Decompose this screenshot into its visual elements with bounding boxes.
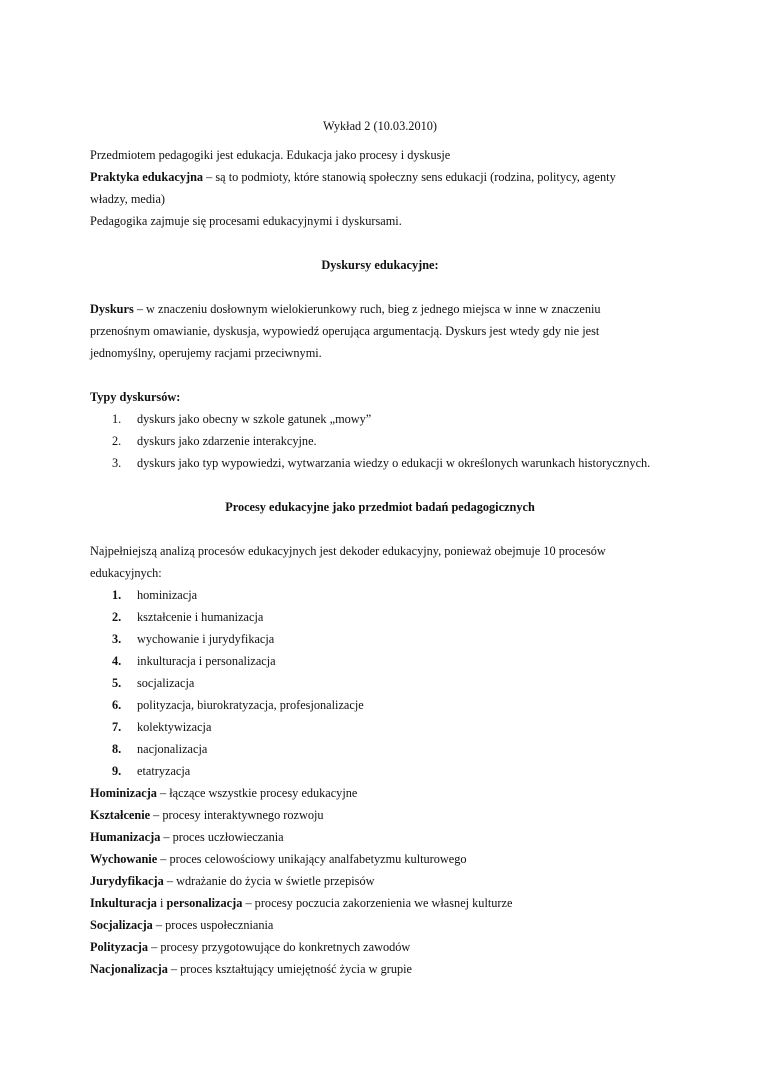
heading-dyskursy: Dyskursy edukacyjne: bbox=[321, 258, 439, 272]
list-number: 7. bbox=[112, 720, 122, 734]
term-definition: – w znaczeniu dosłownym wielokierunkowy ruch, bieg z jednego miejsca w inne w znaczeniu bbox=[133, 302, 601, 316]
list-number: 3. bbox=[112, 632, 122, 646]
list-text: dyskurs jako obecny w szkole gatunek „mowy” bbox=[137, 412, 372, 426]
list-item bbox=[90, 584, 670, 606]
list-item bbox=[90, 628, 670, 650]
pedagogika-line: Pedagogika zajmuje się procesami edukacyjnymi i dyskursami. bbox=[90, 214, 402, 228]
list-text: dyskurs jako zdarzenie interakcyjne. bbox=[137, 434, 317, 448]
term-bold: Jurydyfikacja bbox=[90, 874, 164, 888]
term-definition: – proces kształtujący umiejętność życia w grupie bbox=[167, 962, 413, 976]
term-bold: Kształcenie bbox=[90, 808, 151, 822]
definition-line bbox=[90, 870, 670, 892]
procesy-intro: Najpełniejszą analizą procesów edukacyjnych jest dekoder edukacyjny, ponieważ obejmuje 10 procesów bbox=[90, 544, 606, 558]
term-bold: Dyskurs bbox=[90, 302, 134, 316]
list-text: kolektywizacja bbox=[137, 720, 212, 734]
definition-line bbox=[90, 848, 670, 870]
term-definition: – proces uczłowieczania bbox=[160, 830, 284, 844]
list-number: 9. bbox=[112, 764, 122, 778]
definition-line bbox=[90, 914, 670, 936]
list-number: 2. bbox=[112, 610, 122, 624]
term-definition: – procesy przygotowujące do konkretnych zawodów bbox=[148, 940, 411, 954]
list-item bbox=[90, 606, 670, 628]
list-text: inkulturacja i personalizacja bbox=[137, 654, 276, 668]
list-number: 5. bbox=[112, 676, 122, 690]
list-number: 1. bbox=[112, 412, 122, 426]
list-text: kształcenie i humanizacja bbox=[137, 610, 264, 624]
term-definition: – proces uspołeczniania bbox=[152, 918, 274, 932]
definition-line bbox=[90, 782, 670, 804]
list-item bbox=[90, 408, 670, 430]
definition-line bbox=[90, 892, 670, 914]
list-text: polityzacja, biurokratyzacja, profesjonalizacje bbox=[137, 698, 364, 712]
list-item bbox=[90, 716, 670, 738]
term-bold: personalizacja bbox=[166, 896, 243, 910]
lecture-title: Wykład 2 (10.03.2010) bbox=[322, 119, 437, 133]
definition-line bbox=[90, 804, 670, 826]
list-item bbox=[90, 738, 670, 760]
term-bold: Hominizacja bbox=[90, 786, 157, 800]
list-number: 1. bbox=[112, 588, 122, 602]
term-bold: Praktyka edukacyjna bbox=[90, 170, 204, 184]
list-item bbox=[90, 430, 670, 452]
list-text: etatryzacja bbox=[137, 764, 191, 778]
definition-line bbox=[90, 826, 670, 848]
procesy-intro-continuation: edukacyjnych: bbox=[90, 566, 162, 580]
definition-line bbox=[90, 936, 670, 958]
praktyka-continuation: władzy, media) bbox=[90, 192, 165, 206]
list-number: 3. bbox=[112, 456, 122, 470]
term-bold: Inkulturacja bbox=[90, 896, 157, 910]
term-definition: – procesy poczucia zakorzenienia we własnej kulturze bbox=[242, 896, 513, 910]
list-text: wychowanie i jurydyfikacja bbox=[137, 632, 275, 646]
document-page bbox=[90, 115, 670, 980]
list-item bbox=[90, 452, 670, 474]
dyskurs-line-2: przenośnym omawianie, dyskusja, wypowiedź operująca argumentacją. Dyskurs jest wtedy gdy nie jest bbox=[90, 324, 600, 338]
definition-line bbox=[90, 958, 670, 980]
heading-procesy: Procesy edukacyjne jako przedmiot badań pedagogicznych bbox=[225, 500, 535, 514]
term-bold: Wychowanie bbox=[90, 852, 158, 866]
list-item bbox=[90, 650, 670, 672]
term-bold: Nacjonalizacja bbox=[90, 962, 168, 976]
dyskurs-paragraph bbox=[90, 298, 670, 320]
list-text: socjalizacja bbox=[137, 676, 195, 690]
list-number: 2. bbox=[112, 434, 122, 448]
term-definition: – łączące wszystkie procesy edukacyjne bbox=[156, 786, 358, 800]
list-item bbox=[90, 672, 670, 694]
term-connector: i bbox=[156, 896, 167, 910]
list-number: 4. bbox=[112, 654, 122, 668]
intro-line: Przedmiotem pedagogiki jest edukacja. Edukacja jako procesy i dyskusje bbox=[90, 148, 451, 162]
list-text: dyskurs jako typ wypowiedzi, wytwarzania wiedzy o edukacji w określonych warunkach historycznych. bbox=[137, 456, 651, 470]
dyskurs-line-3: jednomyślny, operujemy racjami przeciwnymi. bbox=[90, 346, 322, 360]
praktyka-paragraph bbox=[90, 166, 670, 188]
list-number: 8. bbox=[112, 742, 122, 756]
list-item bbox=[90, 694, 670, 716]
term-definition: – procesy interaktywnego rozwoju bbox=[150, 808, 324, 822]
term-definition: – proces celowościowy unikający analfabetyzmu kulturowego bbox=[157, 852, 467, 866]
list-text: hominizacja bbox=[137, 588, 198, 602]
term-bold: Socjalizacja bbox=[90, 918, 153, 932]
list-number: 6. bbox=[112, 698, 122, 712]
list-text: nacjonalizacja bbox=[137, 742, 208, 756]
term-bold: Polityzacja bbox=[90, 940, 149, 954]
term-bold: Humanizacja bbox=[90, 830, 161, 844]
term-definition: – wdrażanie do życia w świetle przepisów bbox=[163, 874, 375, 888]
list-item bbox=[90, 760, 670, 782]
term-definition: – są to podmioty, które stanowią społeczny sens edukacji (rodzina, politycy, agenty bbox=[203, 170, 616, 184]
typy-heading: Typy dyskursów: bbox=[90, 390, 181, 404]
